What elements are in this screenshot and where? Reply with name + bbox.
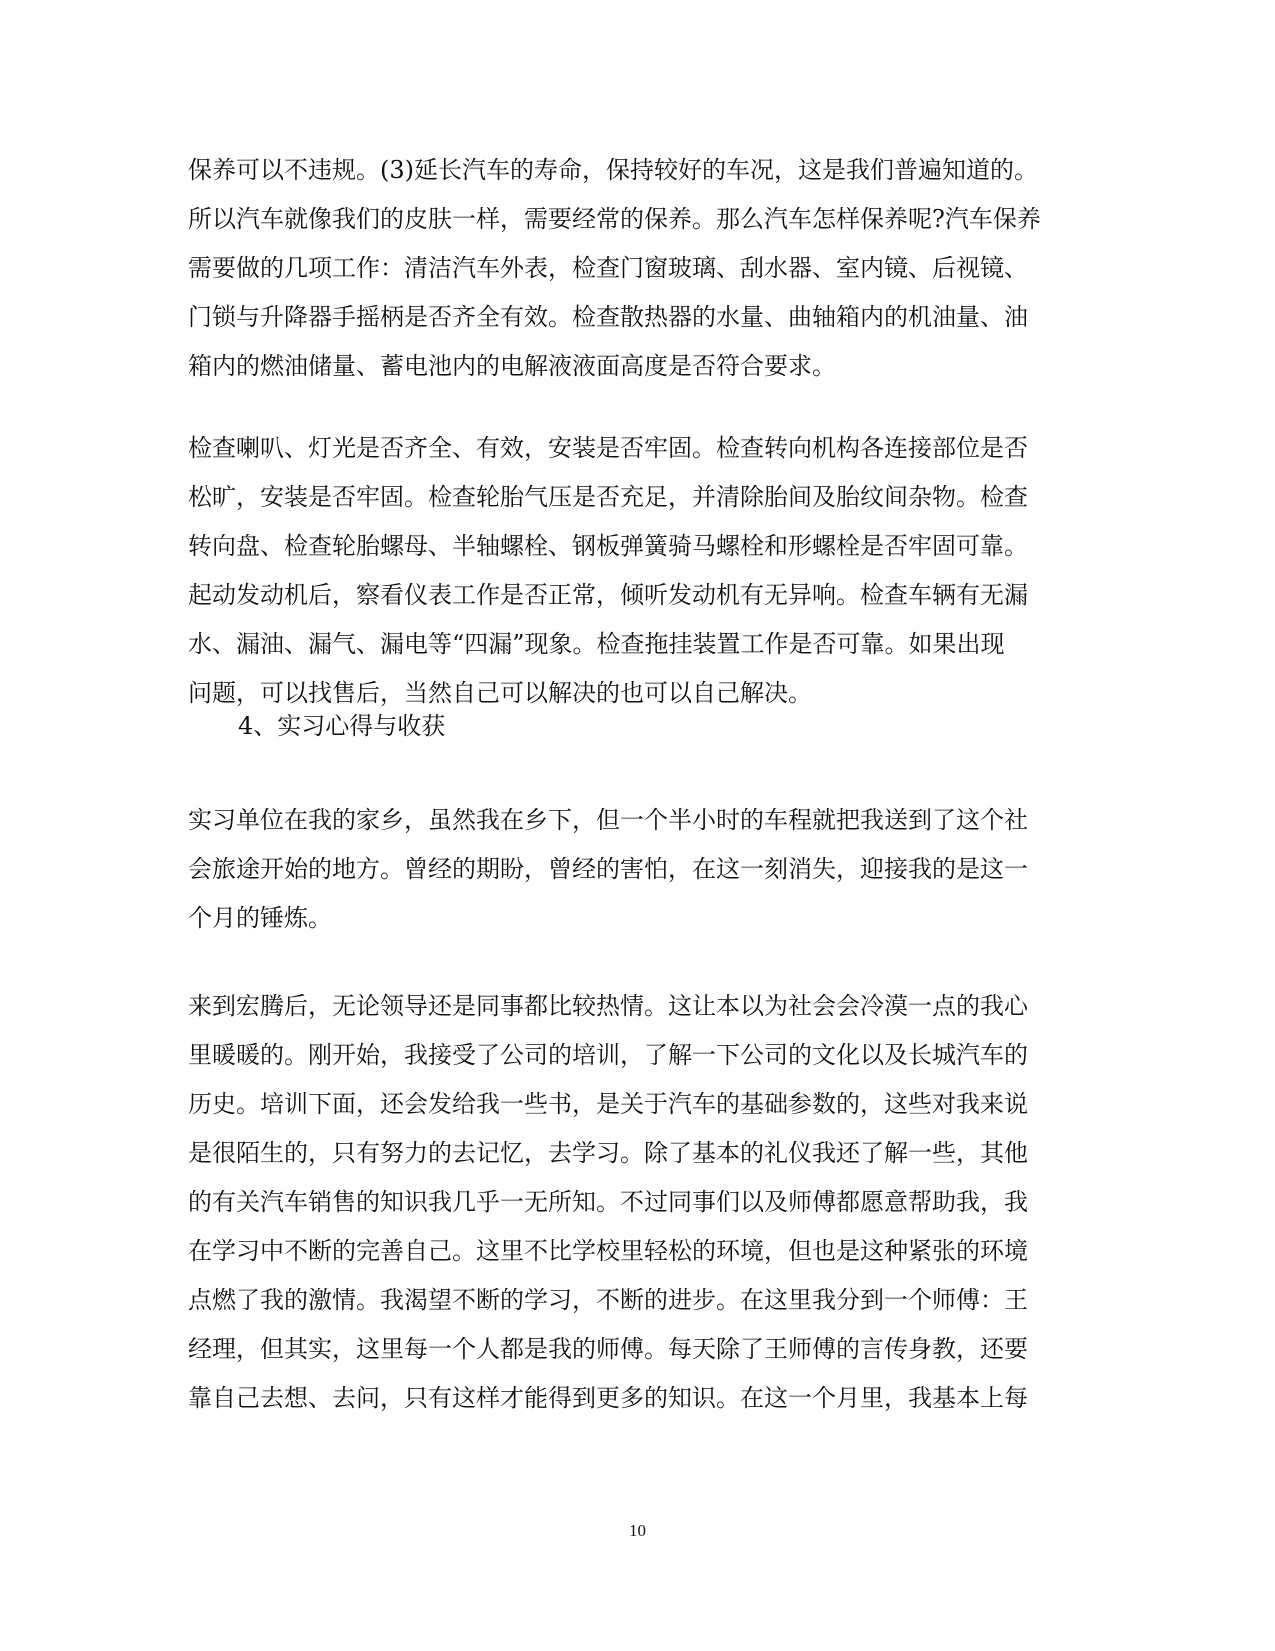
text-line: 靠自己去想、去问，只有这样才能得到更多的知识。在这一个月里，我基本上每 [188, 1384, 1028, 1412]
text-line: 所以汽车就像我们的皮肤一样，需要经常的保养。那么汽车怎样保养呢?汽车保养 [188, 205, 1041, 233]
paragraph-internship-location [188, 796, 1068, 943]
text-line: 门锁与升降器手摇柄是否齐全有效。检查散热器的水量、曲轴箱内的机油量、油 [188, 303, 1028, 331]
text-line: 需要做的几项工作：清洁汽车外表，检查门窗玻璃、刮水器、室内镜、后视镜、 [188, 254, 1028, 282]
text-line: 保养可以不违规。(3)延长汽车的寿命，保持较好的车况，这是我们普遍知道的。 [188, 156, 1038, 184]
paragraph-inspection-checklist [188, 424, 1068, 718]
text-line: 转向盘、检查轮胎螺母、半轴螺栓、钢板弹簧骑马螺栓和形螺栓是否牢固可靠。 [188, 532, 1028, 560]
text-line: 的有关汽车销售的知识我几乎一无所知。不过同事们以及师傅都愿意帮助我，我 [188, 1188, 1028, 1216]
text-line: 检查喇叭、灯光是否齐全、有效，安装是否牢固。检查转向机构各连接部位是否 [188, 434, 1028, 462]
text-line: 箱内的燃油储量、蓄电池内的电解液液面高度是否符合要求。 [188, 352, 836, 380]
section-heading: 4、实习心得与收获 [238, 712, 446, 740]
text-line: 松旷，安装是否牢固。检查轮胎气压是否充足，并清除胎间及胎纹间杂物。检查 [188, 483, 1028, 511]
text-line: 起动发动机后，察看仪表工作是否正常，倾听发动机有无异响。检查车辆有无漏 [188, 581, 1028, 609]
text-line: 点燃了我的激情。我渴望不断的学习，不断的进步。在这里我分到一个师傅：王 [188, 1286, 1028, 1314]
page-number: 10 [629, 1521, 646, 1540]
text-line: 里暖暖的。刚开始，我接受了公司的培训，了解一下公司的文化以及长城汽车的 [188, 1041, 1028, 1069]
text-line: 问题，可以找售后，当然自己可以解决的也可以自己解决。 [188, 679, 812, 707]
paragraph-company-experience [188, 982, 1068, 1423]
text-line: 水、漏油、漏气、漏电等“四漏”现象。检查拖挂装置工作是否可靠。如果出现 [188, 630, 1005, 658]
text-line: 在学习中不断的完善自己。这里不比学校里轻松的环境，但也是这种紧张的环境 [188, 1237, 1028, 1265]
text-line: 个月的锤炼。 [188, 904, 332, 932]
text-line: 会旅途开始的地方。曾经的期盼，曾经的害怕，在这一刻消失，迎接我的是这一 [188, 855, 1028, 883]
text-line: 是很陌生的，只有努力的去记忆，去学习。除了基本的礼仪我还了解一些，其他 [188, 1139, 1028, 1167]
text-line: 实习单位在我的家乡，虽然我在乡下，但一个半小时的车程就把我送到了这个社 [188, 806, 1028, 834]
text-line: 历史。培训下面，还会发给我一些书，是关于汽车的基础参数的，这些对我来说 [188, 1090, 1028, 1118]
text-line: 来到宏腾后，无论领导还是同事都比较热情。这让本以为社会会冷漠一点的我心 [188, 992, 1028, 1020]
paragraph-maintenance-benefits [188, 146, 1068, 391]
text-line: 经理，但其实，这里每一个人都是我的师傅。每天除了王师傅的言传身教，还要 [188, 1335, 1028, 1363]
